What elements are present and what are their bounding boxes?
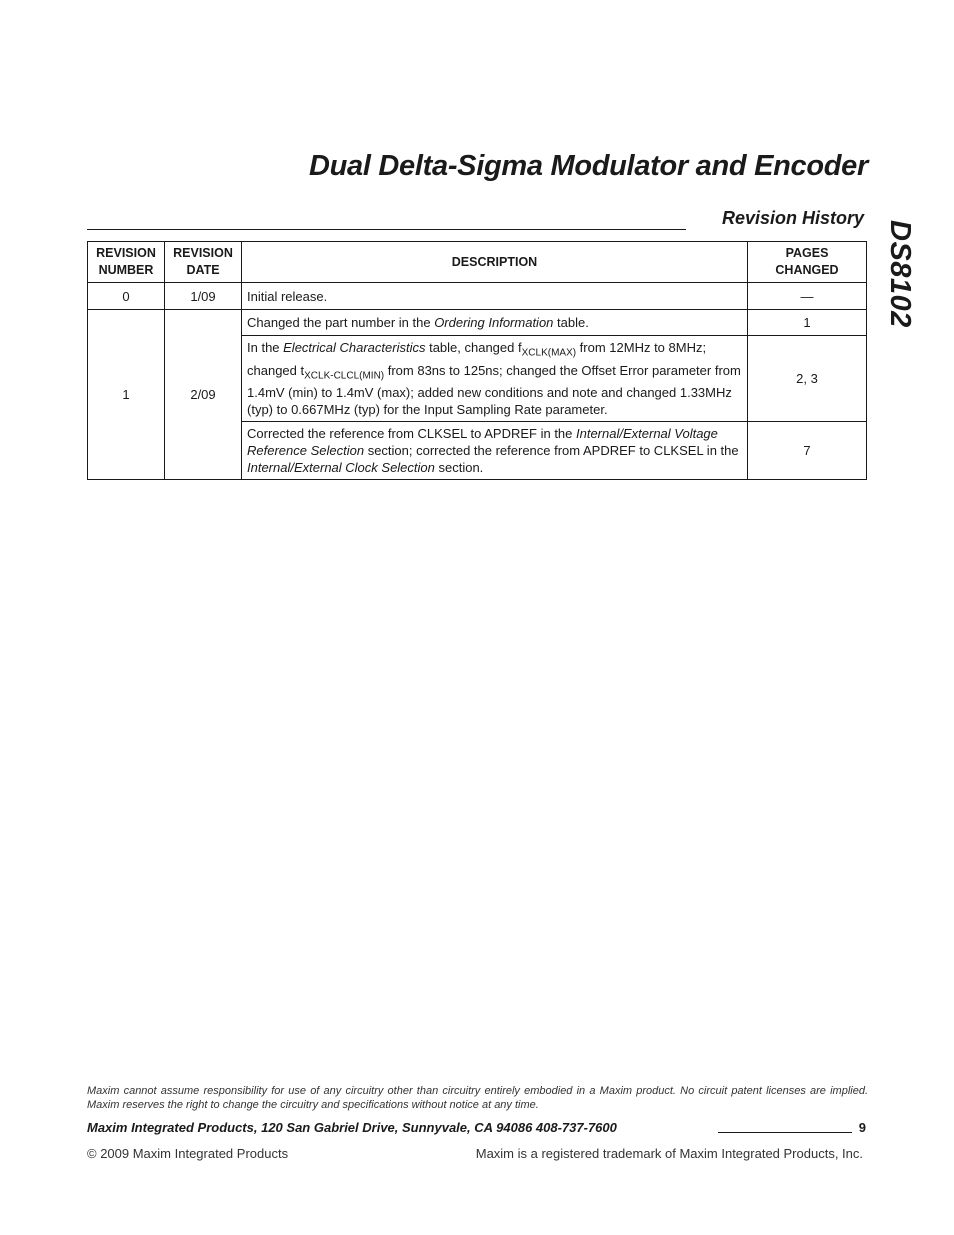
desc-text: table, changed f — [425, 340, 522, 355]
desc-text: section; corrected the reference from APDREF to CLKSEL in the — [364, 443, 739, 459]
company-address: Maxim Integrated Products, 120 San Gabriel Drive, Sunnyvale, CA 94086 408-737-7600 — [87, 1120, 617, 1135]
cell-pages-changed: 1 — [748, 310, 867, 336]
desc-italic: Electrical Characteristics — [283, 340, 426, 355]
desc-italic: Ordering Information — [434, 315, 554, 330]
footer-disclaimer: Maxim cannot assume responsibility for use of any circuitry other than circuitry entirely embodied in a Maxim product. No circuit patent licenses are implied. Maxim reserves the right to change the circuitry and specifications without notice at any time. — [87, 1085, 868, 1111]
trademark-notice: Maxim is a registered trademark of Maxim Integrated Products, Inc. — [475, 1146, 863, 1161]
desc-subscript: XCLK-CLCL(MIN) — [304, 370, 385, 382]
part-number-text: DS8102 — [884, 220, 916, 328]
footer-address-line — [87, 1120, 868, 1138]
desc-text: In the — [247, 340, 284, 355]
header-revision-date: REVISION DATE — [165, 242, 242, 283]
cell-pages-changed: 7 — [748, 422, 867, 480]
cell-description: Initial release. — [242, 283, 748, 310]
section-header — [87, 208, 866, 232]
desc-text: table. — [553, 315, 589, 330]
desc-text: from 83ns to 125ns; changed the Offset Error parameter from 1.4mV (min) to 1.4mV (max); added new conditions and note and changed 1.33MHz (typ) to 0.667MHz (typ) for the Input Sampling Rate parameter. — [247, 362, 741, 418]
desc-text: section. — [434, 460, 484, 476]
cell-revision-date: 1/09 — [165, 283, 242, 310]
footer-leader-rule — [718, 1132, 852, 1133]
desc-italic: Internal/External Voltage Reference Selection — [247, 426, 718, 459]
cell-pages-changed: 2, 3 — [748, 336, 867, 422]
header-description: DESCRIPTION — [242, 242, 748, 283]
revision-history-table — [87, 241, 867, 480]
document-title: Dual Delta-Sigma Modulator and Encoder — [309, 150, 868, 182]
section-rule — [87, 229, 686, 230]
page-number: 9 — [858, 1120, 866, 1135]
header-pages-changed: PAGES CHANGED — [748, 242, 867, 283]
desc-italic: Internal/External Clock Selection — [247, 460, 435, 476]
cell-revision-date: 2/09 — [165, 310, 242, 480]
table-header-row — [88, 242, 867, 283]
desc-text: Corrected the reference from CLKSEL to APDREF in the — [247, 426, 576, 442]
copyright: © 2009 Maxim Integrated Products — [87, 1146, 289, 1161]
table-row — [88, 283, 867, 310]
cell-description — [242, 336, 748, 422]
cell-description — [242, 310, 748, 336]
desc-text: Changed the part number in the — [247, 315, 435, 330]
section-title: Revision History — [721, 208, 864, 228]
cell-revision-number: 0 — [88, 283, 165, 310]
desc-text: from 12MHz to 8MHz; changed t — [247, 340, 707, 378]
table-row — [88, 310, 867, 336]
cell-description — [242, 422, 748, 480]
cell-pages-changed: — — [748, 283, 867, 310]
desc-subscript: XCLK(MAX) — [521, 347, 577, 359]
side-part-number — [880, 220, 920, 350]
cell-revision-number: 1 — [88, 310, 165, 480]
header-revision-number: REVISION NUMBER — [88, 242, 165, 283]
